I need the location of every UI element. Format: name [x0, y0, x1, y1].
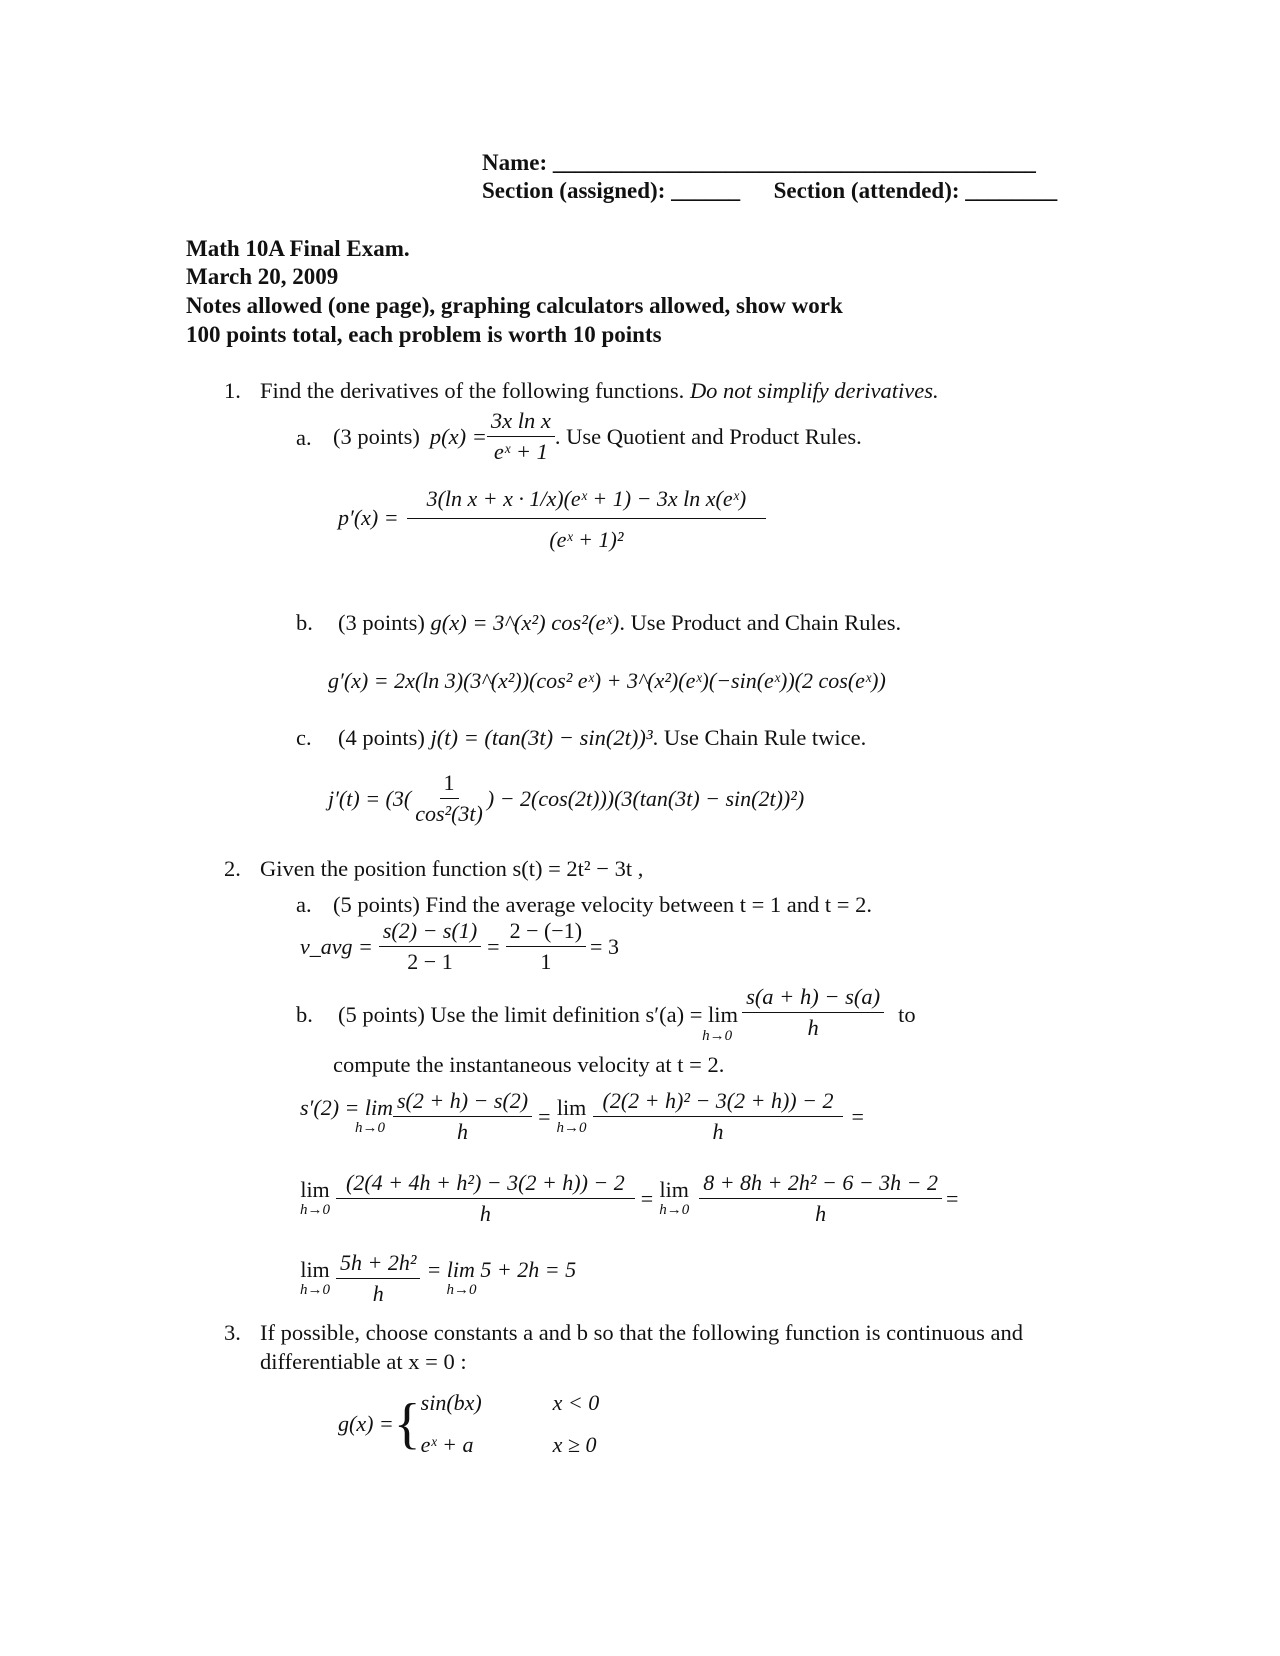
q2b-line1-lim2-sub: h→0 — [556, 1120, 587, 1136]
q3-case1-cond: x < 0 — [552, 1390, 600, 1415]
q2b-line1-den: h — [457, 1119, 469, 1144]
q2a-text: (5 points) Find the average velocity between t = 1 and t = 2. — [333, 892, 872, 917]
q2a-frac2-num: 2 − (−1) — [506, 918, 586, 947]
name-label: Name: — [482, 150, 548, 175]
section-attended-label: Section (attended): — [773, 178, 960, 203]
q1b-statement — [338, 610, 901, 636]
q3-brace: { — [393, 1392, 421, 1455]
section-assigned-line: ______ — [671, 178, 741, 203]
q2b-line1-num2: (2(2 + h)² − 3(2 + h)) − 2 — [593, 1088, 844, 1117]
q2b-line1 — [300, 1088, 864, 1145]
exam-title: Math 10A Final Exam. — [186, 236, 410, 261]
q2b-line2-lim-sub: h→0 — [300, 1202, 330, 1218]
q2a-eq: = — [487, 933, 500, 959]
q2b-line2-lim-text: lim — [300, 1177, 330, 1202]
q2b-text2: compute the instantaneous velocity at t = 2. — [333, 1052, 725, 1077]
q2b-letter: b. — [296, 1002, 313, 1027]
q2b-line1-num: s(2 + h) − s(2) — [393, 1088, 532, 1117]
q2b-line2-eq: = — [640, 1185, 654, 1211]
q3-prompt-line2: differentiable at x = 0 : — [260, 1349, 467, 1374]
q2b-line1-frac2 — [593, 1088, 844, 1145]
q2b-lim-sub: h→0 — [702, 1028, 733, 1044]
q2a-letter: a. — [296, 892, 312, 917]
section-attended-line: ________ — [965, 178, 1058, 203]
q1c-statement — [338, 725, 866, 751]
q2b-line3 — [300, 1250, 576, 1307]
q1c-points: (4 points) — [338, 725, 425, 750]
q2a-frac2 — [506, 918, 586, 975]
q3-number: 3. — [224, 1320, 241, 1345]
q2b-line3-den: h — [372, 1281, 384, 1306]
section-assigned-label: Section (assigned): — [482, 178, 666, 203]
q1c-ans-start: j′(t) = (3( — [328, 785, 412, 811]
q2b-def-num: s(a + h) − s(a) — [742, 984, 884, 1013]
exam-notes: Notes allowed (one page), graphing calculators allowed, show work — [186, 293, 843, 318]
q2b-line1-sub: h→0 — [354, 1120, 385, 1136]
name-line: __________________________________________ — [552, 150, 1036, 175]
q2b-line3-num: 5h + 2h² — [336, 1250, 420, 1279]
q2b-line1-eq: = — [538, 1103, 551, 1129]
q2b-line2-lim2-text: lim — [659, 1177, 689, 1202]
q2a-lhs: v_avg = — [300, 933, 373, 959]
q2b-def-den: h — [807, 1015, 819, 1040]
q2b-line1-lhs: s′(2) = lim — [300, 1095, 393, 1120]
q2b-line2-num: (2(4 + 4h + h²) − 3(2 + h)) − 2 — [336, 1170, 635, 1199]
q2b-line1-lim2-text: lim — [556, 1095, 587, 1120]
q3-cases — [421, 1382, 600, 1466]
q1a-letter: a. — [296, 425, 312, 450]
q1-prompt — [260, 378, 939, 404]
q1-number: 1. — [224, 378, 241, 403]
q1a-points: (3 points) — [333, 423, 420, 449]
q2a-frac1 — [379, 918, 481, 975]
q2b-line3-lim-sub: h→0 — [300, 1282, 330, 1298]
q2b-def-fraction — [742, 984, 884, 1041]
q2b-line2-lim — [300, 1179, 330, 1218]
q3-case1 — [421, 1382, 600, 1424]
q2b-line1-lim — [300, 1097, 393, 1136]
q2b-line2-den2: h — [815, 1201, 827, 1226]
q1b-func: g(x) = 3^(x²) cos²(eˣ) — [430, 610, 620, 635]
name-row — [482, 150, 1036, 176]
q2b-line3-lim — [300, 1259, 330, 1298]
q2-number: 2. — [224, 856, 241, 881]
q2b-line3-rest: = lim 5 + 2h = 5 — [426, 1257, 577, 1282]
q2b-statement — [338, 984, 916, 1045]
q2b-line3-lim-text: lim — [300, 1257, 330, 1282]
q1a-ans-lhs: p′(x) = — [338, 504, 399, 530]
q1c-answer — [328, 770, 804, 827]
q1c-func: j(t) = (tan(3t) − sin(2t))³ — [430, 725, 653, 750]
exam-date: March 20, 2009 — [186, 264, 339, 289]
q3-case1-expr: sin(bx) — [420, 1390, 482, 1415]
q1a-num: 3x ln x — [487, 408, 555, 437]
q2b-line1-eq2: = — [851, 1103, 864, 1129]
q1a-func: p(x) = — [429, 423, 487, 449]
q1-prompt-text: Find the derivatives of the following functions. — [260, 378, 685, 403]
q1c-ans-frac-num: 1 — [440, 770, 459, 799]
q2a-frac1-den: 2 − 1 — [407, 949, 453, 974]
q2b-text: (5 points) Use the limit definition s′(a) = lim — [338, 1002, 739, 1027]
q3-case2 — [421, 1424, 600, 1466]
q2-prompt: Given the position function s(t) = 2t² − 3t , — [260, 856, 644, 881]
exam-points: 100 points total, each problem is worth 10 points — [186, 322, 662, 347]
q3-case2-expr: eˣ + a — [420, 1431, 474, 1457]
q1b-rule: . Use Product and Chain Rules. — [619, 610, 902, 635]
q2b-line2-lim2 — [659, 1179, 689, 1218]
q2b-line2-frac — [336, 1170, 635, 1227]
q1-prompt-italic: Do not simplify derivatives. — [689, 378, 939, 403]
q1b-points: (3 points) — [338, 610, 425, 635]
q2b-line2 — [300, 1170, 958, 1227]
q1a-statement — [333, 408, 862, 465]
q1c-letter: c. — [296, 725, 312, 750]
q1b-answer: g′(x) = 2x(ln 3)(3^(x²))(cos² eˣ) + 3^(x²)(eˣ)(−sin(eˣ))(2 cos(eˣ)) — [328, 668, 886, 693]
q2b-line2-frac2 — [699, 1170, 942, 1227]
q1a-fraction — [487, 408, 555, 465]
q1a-ans-den: (eˣ + 1)² — [549, 527, 624, 552]
q1a-rule: . Use Quotient and Product Rules. — [554, 423, 862, 449]
q2a-frac2-den: 1 — [540, 949, 552, 974]
q3-function — [338, 1382, 599, 1466]
q2b-line2-num2: 8 + 8h + 2h² − 6 − 3h − 2 — [699, 1170, 942, 1199]
q2a-answer — [300, 918, 619, 975]
q2b-line3-rest-block — [426, 1259, 576, 1298]
q1c-ans-frac-den: cos²(3t) — [415, 801, 483, 826]
q1a-ans-num: 3(ln x + x · 1/x)(eˣ + 1) − 3x ln x(eˣ) — [407, 482, 767, 519]
q2b-line1-frac — [393, 1088, 532, 1145]
q1b-letter: b. — [296, 610, 313, 635]
q1c-ans-fraction — [411, 770, 487, 827]
q2b-to: to — [898, 1002, 916, 1027]
q1c-rule: . Use Chain Rule twice. — [652, 725, 867, 750]
q1c-ans-end: ) − 2(cos(2t)))(3(tan(3t) − sin(2t))²) — [486, 785, 805, 811]
q2b-line1-den2: h — [712, 1119, 724, 1144]
q3-func-lhs: g(x) = — [338, 1410, 394, 1436]
q3-case2-cond: x ≥ 0 — [552, 1431, 597, 1457]
q2b-line2-den: h — [479, 1201, 491, 1226]
q2a-frac1-num: s(2) − s(1) — [379, 918, 481, 947]
section-row — [482, 178, 1057, 204]
q2b-line3-rest-sub: h→0 — [446, 1282, 477, 1298]
q2b-line2-eq2: = — [946, 1185, 959, 1211]
q1a-answer — [338, 482, 766, 553]
q2b-line1-lim2 — [557, 1097, 587, 1136]
q1a-ans-fraction — [407, 482, 767, 553]
q2a-result: = 3 — [590, 933, 619, 959]
q2b-line3-frac — [336, 1250, 420, 1307]
q3-prompt-line1: If possible, choose constants a and b so that the following function is continuous and — [260, 1320, 1024, 1345]
q2b-line2-lim2-sub: h→0 — [659, 1202, 690, 1218]
q1a-den: eˣ + 1 — [493, 439, 548, 464]
